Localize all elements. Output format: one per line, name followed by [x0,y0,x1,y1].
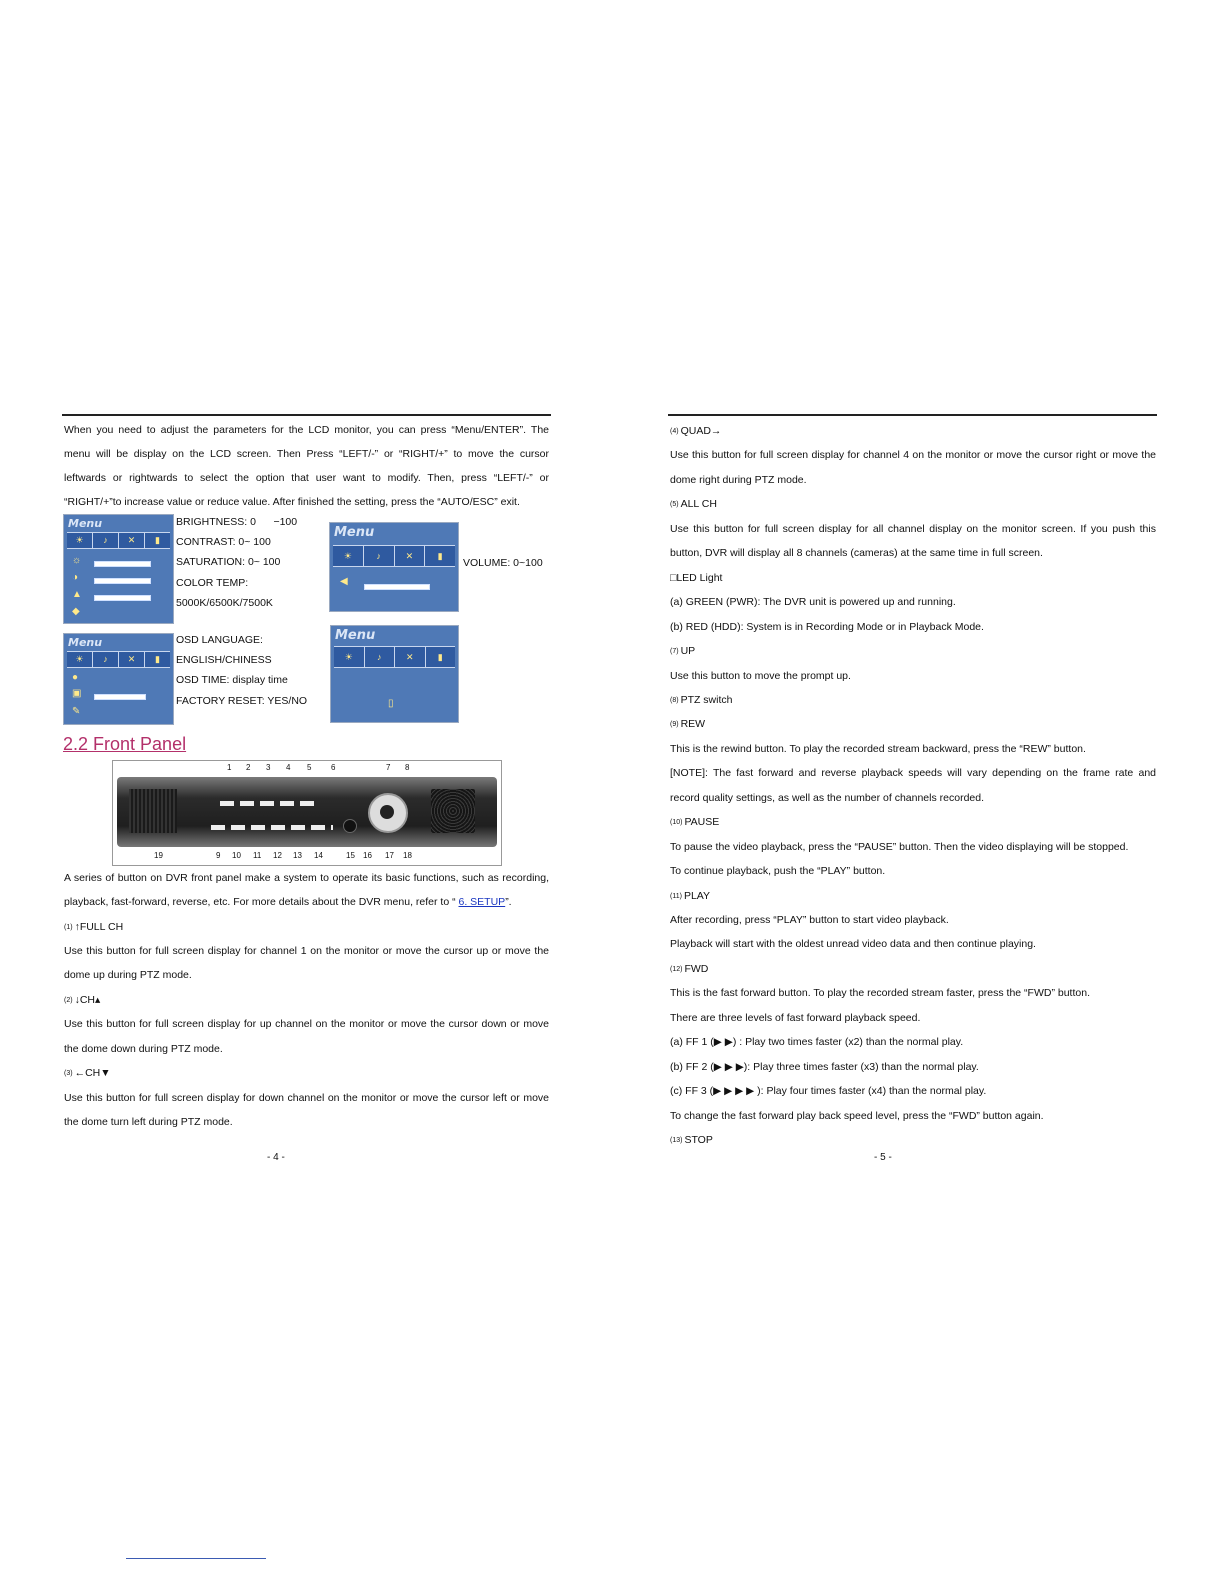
osd-time-icon: ▣ [72,688,82,699]
right-line [670,517,1156,542]
item-3-head [64,1061,111,1087]
item-number: (3) [64,1070,73,1077]
right-line [670,835,1156,860]
right-line-text: (b) RED (HDD): System is in Recording Mode or in Playback Mode. [670,620,984,633]
after-panel-line-1: A series of button on DVR front panel make a system to operate its basic functions, such as recording, [64,872,549,884]
menu2-item-1: VOLUME: 0~100 [463,557,543,569]
item-title: PAUSE [684,816,720,829]
page-number-right: - 5 - [874,1152,892,1163]
speaker-icon: ♪ [93,533,119,548]
right-line [670,737,1156,762]
right-line [670,688,1156,714]
right-line-text: Use this button for full screen display for all channel display on the monitor screen. If you push this [670,522,1156,535]
menu3-item-3: OSD TIME: display time [176,674,288,686]
item-1-line-1: Use this button for full screen display for channel 1 on the monitor or move the cursor up or move the [64,945,549,957]
intro-line-3: leftwards or rightwards to select the option that user want to modify. Then, press “LEFT/-” or [64,472,549,484]
menu-screenshot-picture [330,625,459,723]
item-title: QUAD→ [680,425,722,437]
menu-title: Menu [68,636,103,649]
right-top-rule [668,414,1157,416]
right-line [670,884,1156,910]
right-line [670,419,1156,445]
right-line [670,859,1156,884]
left-top-rule [62,414,551,416]
right-line [670,468,1156,493]
right-line [670,1079,1156,1104]
right-line-text: dome right during PTZ mode. [670,473,807,486]
right-line-text: (b) FF 2 (▶ ▶ ▶): Play three times faster (x3) than the normal play. [670,1060,979,1073]
panel-number: 15 [346,851,355,860]
item-3-line-1: Use this button for full screen display for down channel on the monitor or move the cursor left or move [64,1092,549,1104]
right-line [670,810,1156,836]
item-title: ←CH▼ [74,1067,111,1079]
front-panel-picture [112,760,502,866]
panel-icon: ▮ [437,551,443,561]
sun-icon: ☀ [333,546,364,566]
item-title: ↓CH▴ [74,994,101,1006]
right-line [670,664,1156,689]
right-line [670,712,1156,738]
menu1-item-2: CONTRAST: 0~ 100 [176,536,271,548]
setup-link[interactable]: 6. SETUP [458,896,506,908]
item-number: (5) [670,501,679,509]
menu-tabs [333,545,455,567]
right-line [670,957,1156,983]
item-1-head [64,915,123,941]
tools-icon: ✕ [395,546,426,566]
item-title: ↑FULL CH [74,921,124,933]
item-number: (4) [670,428,679,435]
right-line [670,932,1156,957]
panel-number: 19 [154,851,163,860]
right-line [670,541,1156,566]
right-line [670,1128,1156,1154]
speaker-icon: ♪ [93,652,119,667]
right-line-text: After recording, press “PLAY” button to start video playback. [670,914,949,926]
intro-line-4: “RIGHT/+”to increase value or reduce value. After finished the setting, press the “AUTO/ESC” exit. [64,496,520,508]
intro-line-2: menu will be display on the LCD screen. Then Press “LEFT/-” or “RIGHT/+” to move the cursor [64,448,549,460]
right-line [670,492,1156,518]
right-line-text: To pause the video playback, press the “PAUSE” button. Then the video displaying will be stopped. [670,840,1129,853]
tools-icon: ✕ [119,533,145,548]
factory-reset-icon: ✎ [72,706,81,717]
right-line-text: record quality settings, as well as the number of channels recorded. [670,791,985,804]
info-icon: ▯ [388,698,394,709]
item-number: (11) [670,892,682,900]
item-number: (8) [670,696,679,704]
menu3-item-4: FACTORY RESET: YES/NO [176,695,308,707]
panel-buttons-bottom [211,825,333,830]
panel-buttons-top [220,801,320,806]
menu-tabs [67,651,170,668]
speaker-grille-right [431,789,475,833]
right-line [670,1104,1156,1129]
panel-number: 13 [293,851,302,860]
item-title: REW [680,718,706,731]
page-number-left: - 4 - [267,1152,285,1163]
sun-icon: ☀ [67,533,93,548]
right-line [670,786,1156,811]
right-line-text: To continue playback, push the “PLAY” button. [670,865,886,878]
menu-title: Menu [334,525,375,540]
speaker-grille-left [129,789,177,833]
panel-number: 10 [232,851,241,860]
menu-tabs [334,646,455,668]
item-title: PTZ switch [680,693,733,706]
after-panel-text: playback, fast-forward, reverse, etc. For more details about the DVR menu, refer to “ [64,896,459,908]
right-line [670,639,1156,665]
panel-number: 8 [405,763,410,772]
panel-icon: ▮ [155,654,160,664]
tools-icon: ✕ [395,647,426,667]
saturation-bar [94,595,151,601]
right-line-text: [NOTE]: The fast forward and reverse playback speeds will vary depending on the frame rate and [670,767,1156,780]
right-line-text: Use this button to move the prompt up. [670,669,851,682]
right-line [670,590,1156,615]
section-title: 2.2 Front Panel [63,734,187,754]
contrast-bar [94,578,151,584]
panel-number: 9 [216,851,221,860]
menu-title: Menu [68,517,103,530]
panel-number: 14 [314,851,323,860]
menu-tabs [67,532,170,549]
panel-number: 5 [307,763,312,772]
menu1-item-3: SATURATION: 0~ 100 [176,556,281,568]
panel-icon: ▮ [155,535,160,545]
panel-number: 18 [403,851,412,860]
item-number: (2) [64,997,73,1004]
volume-bar [364,584,430,590]
item-2-head [64,988,100,1014]
saturation-icon: ▲ [72,589,82,600]
sun-icon: ☀ [67,652,93,667]
speaker-icon: ♪ [365,647,396,667]
volume-icon: ◀ [340,576,348,587]
panel-icon: ▮ [437,652,443,662]
item-title: UP [680,645,696,658]
menu1-item-5: 5000K/6500K/7500K [176,597,273,609]
after-panel-text-end: ”. [505,896,512,908]
item-2-line-2: the dome down during PTZ mode. [64,1043,223,1055]
menu3-item-1: OSD LANGUAGE: [176,634,263,646]
panel-number: 7 [386,763,391,772]
panel-number: 2 [246,763,251,772]
right-line-text: Playback will start with the oldest unread video data and then continue playing. [670,938,1036,951]
right-line [670,1030,1156,1055]
menu-screenshot-picture [63,633,174,725]
panel-number: 11 [253,851,262,860]
panel-number: 12 [273,851,282,860]
dial-center [380,805,394,819]
intro-line-1: When you need to adjust the parameters for the LCD monitor, you can press “Menu/ENTER”. The [64,424,549,436]
right-line [670,761,1156,786]
item-number: (7) [670,648,679,656]
right-line [670,908,1156,933]
menu3-item-2: ENGLISH/CHINESS [176,654,272,666]
item-3-line-2: the dome turn left during PTZ mode. [64,1116,233,1128]
speaker-icon: ♪ [364,546,395,566]
right-page [612,0,1224,1584]
menu-screenshot-picture [329,522,459,612]
right-line-text: (c) FF 3 (▶ ▶ ▶ ▶ ): Play four times faster (x4) than the normal play. [670,1085,987,1098]
panel-number: 6 [331,763,336,772]
panel-number: 3 [266,763,271,772]
panel-number: 1 [227,763,232,772]
right-line-text: □LED Light [670,571,723,584]
item-title: PLAY [683,889,711,902]
tools-icon: ✕ [119,652,145,667]
menu-title: Menu [335,628,376,643]
item-2-line-1: Use this button for full screen display for up channel on the monitor or move the cursor down or move [64,1018,549,1030]
contrast-icon: ◑ [72,572,79,583]
right-line [670,1055,1156,1080]
menu1-item-4: COLOR TEMP: [176,577,249,589]
brightness-icon: ☼ [72,555,82,566]
footnote-rule [126,1558,266,1559]
right-line-text: Use this button for full screen display for channel 4 on the monitor or move the cursor right or move the [670,449,1156,462]
item-number: (13) [670,1137,683,1145]
right-line-text: There are three levels of fast forward playback speed. [670,1011,921,1024]
panel-knob [343,819,357,833]
item-1-line-2: dome up during PTZ mode. [64,969,192,981]
right-line-text: This is the fast forward button. To play the recorded stream faster, press the “FWD” button. [670,987,1090,1000]
right-line-text: (a) FF 1 (▶ ▶) : Play two times faster (x2) than the normal play. [670,1036,964,1049]
color-temp-icon: ◆ [72,606,80,617]
right-line-text: button, DVR will display all 8 channels (cameras) at the same time in full screen. [670,547,1043,560]
menu1-item-1: BRIGHTNESS: 0 −100 [176,516,298,528]
item-number: (12) [670,965,683,973]
right-line [670,981,1156,1006]
brightness-bar [94,561,151,567]
item-number: (10) [670,819,683,827]
item-title: ALL CH [680,498,717,511]
right-line [670,443,1156,468]
panel-number: 17 [385,851,394,860]
osd-time-bar [94,694,146,700]
right-line-text: This is the rewind button. To play the recorded stream backward, press the “REW” button. [670,742,1086,755]
right-line-text: To change the fast forward play back speed level, press the “FWD” button again. [670,1109,1044,1122]
item-title: STOP [684,1134,713,1147]
item-number: (1) [64,924,73,931]
panel-number: 4 [286,763,291,772]
language-icon: ● [72,672,79,683]
item-title: FWD [684,962,709,975]
menu-screenshot-picture [63,514,174,624]
item-number: (9) [670,721,679,729]
sun-icon: ☀ [334,647,365,667]
right-line-text: (a) GREEN (PWR): The DVR unit is powered up and running. [670,596,956,609]
after-panel-line-2 [64,890,549,915]
right-line [670,615,1156,640]
right-line [670,566,1156,591]
right-line [670,1006,1156,1031]
panel-number: 16 [363,851,372,860]
